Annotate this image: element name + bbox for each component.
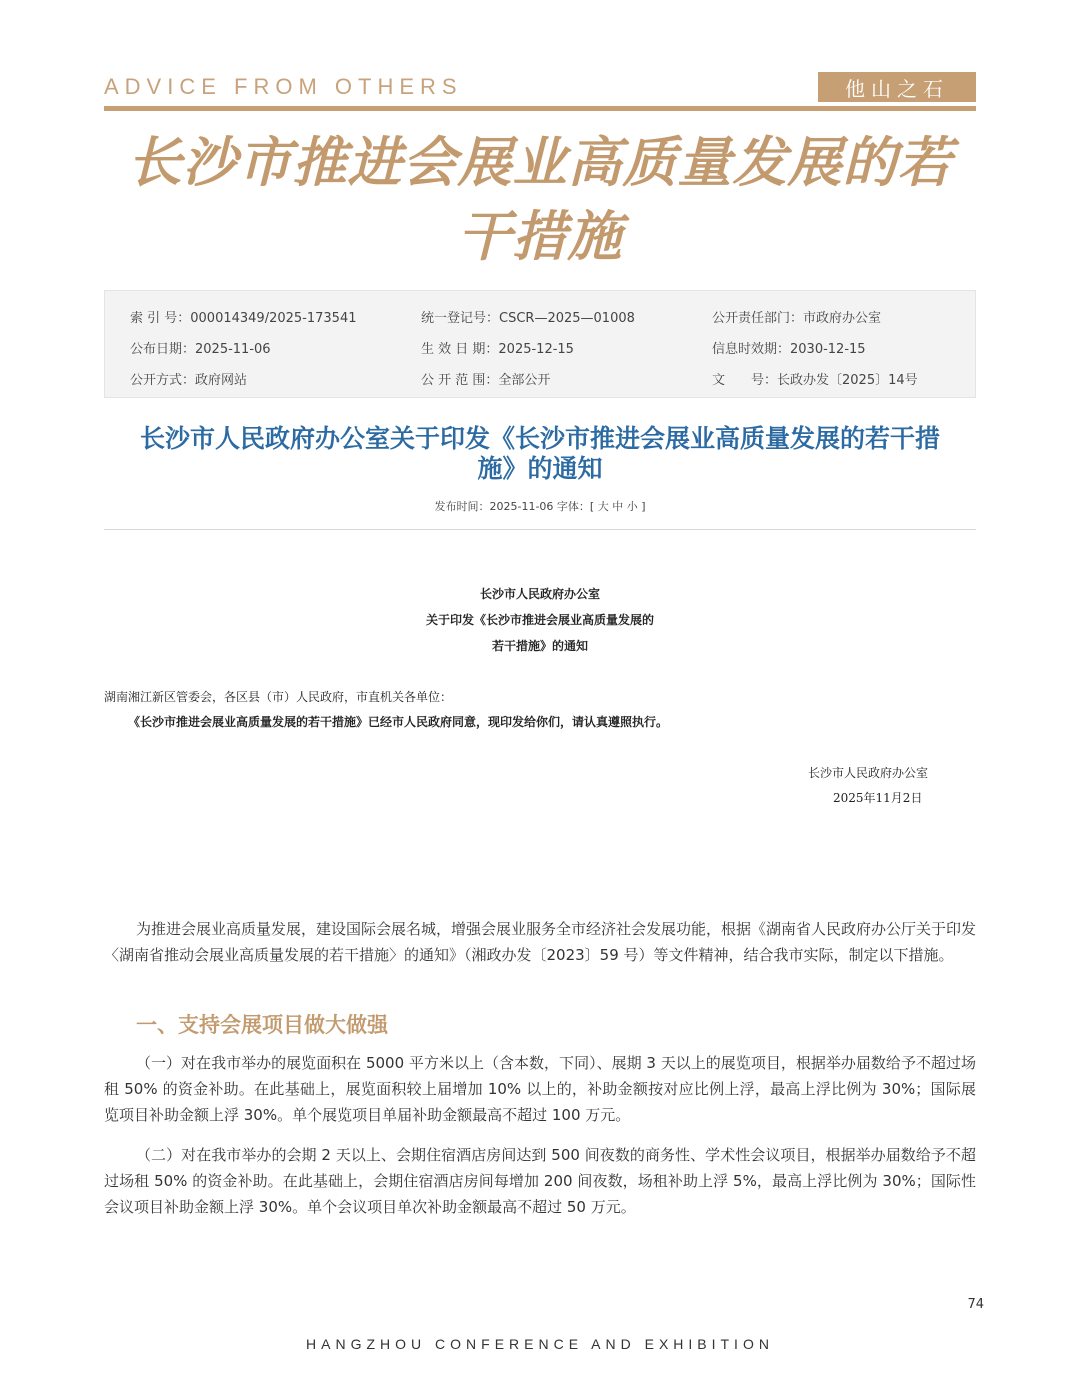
notice-title (104, 424, 976, 484)
header-divider (104, 106, 976, 111)
doc-head-issuer: 长沙市人民政府办公室 (479, 587, 600, 601)
page-title (104, 126, 976, 274)
doc-body: 《长沙市推进会展业高质量发展的若干措施》已经市人民政府同意，现印发给你们，请认真遵照执行。 (128, 715, 669, 729)
info-publish-method: 公开方式：政府网站 (130, 373, 248, 388)
info-document-no: 文 号：长政办发〔2025〕14号 (712, 373, 918, 388)
info-department: 公开责任部门：市政府办公室 (712, 311, 882, 326)
doc-sign-date: 2025年11月2日 (833, 791, 923, 805)
section-badge: 他山之石 (818, 72, 976, 102)
content-divider (104, 529, 976, 530)
info-publish-date: 公布日期：2025-11-06 (130, 342, 271, 357)
page-title-line-1: 长沙市推进会展业高质量发展的若 (127, 131, 953, 194)
notice-title-line-2: 施》的通知 (477, 454, 603, 483)
info-registration-no: 统一登记号：CSCR—2025—01008 (421, 311, 635, 326)
measure-item-1: （一）对在我市举办的展览面积在 5000 平方米以上（含本数，下同）、展期 3 天以上的展览项目，根据举办届数给予不超过场租 50% 的资金补助。在此基础上，展览面积较上届增加 10% 以上的，补助金额按对应比例上浮，最高上浮比例为 30%；国际展览项目补助金额上浮 30%。单个展览项目单届补助金额最高不超过 100 万元。 (104, 1054, 976, 1124)
doc-signer: 长沙市人民政府办公室 (808, 766, 929, 780)
doc-head-subject-2: 若干措施》的通知 (491, 639, 588, 653)
info-publish-scope: 公 开 范 围：全部公开 (421, 373, 551, 388)
info-expiry-date: 信息时效期：2030-12-15 (712, 342, 866, 357)
measure-item-2: （二）对在我市举办的会期 2 天以上、会期住宿酒店房间达到 500 间夜数的商务性、学术性会议项目，根据举办届数给予不超过场租 50% 的资金补助。在此基础上，会期住宿酒店房间每增加 200 间夜数，场租补助上浮 5%，最高上浮比例为 30%；国际性会议项目补助金额上浮 30%。单个会议项目单次补助金额最高不超过 50 万元。 (104, 1146, 976, 1216)
notice-title-line-1: 长沙市人民政府办公室关于印发《长沙市推进会展业高质量发展的若干措 (139, 424, 940, 453)
info-effective-date: 生 效 日 期：2025-12-15 (421, 342, 574, 357)
section-heading-1: 一、支持会展项目做大做强 (136, 1013, 388, 1037)
doc-head-subject-1: 关于印发《长沙市推进会展业高质量发展的 (425, 613, 654, 627)
page-number: 74 (967, 1297, 984, 1312)
page-title-line-2: 干措施 (457, 205, 623, 268)
doc-recipients: 湖南湘江新区管委会，各区县（市）人民政府，市直机关各单位： (104, 690, 453, 704)
section-label-en: ADVICE FROM OTHERS (104, 74, 463, 99)
intro-paragraph: 为推进会展业高质量发展，建设国际会展名城，增强会展业服务全市经济社会发展功能，根据《湖南省人民政府办公厅关于印发〈湖南省推动会展业高质量发展的若干措施〉的通知》（湘政办发〔2023〕59 号）等文件精神，结合我市实际，制定以下措施。 (104, 920, 977, 964)
info-index-no: 索 引 号：000014349/2025-173541 (130, 311, 357, 326)
magazine-name: HANGZHOU CONFERENCE AND EXHIBITION (306, 1336, 774, 1352)
document-info-box (104, 290, 976, 398)
notice-meta: 发布时间：2025-11-06 字体：[ 大 中 小 ] (434, 500, 646, 513)
